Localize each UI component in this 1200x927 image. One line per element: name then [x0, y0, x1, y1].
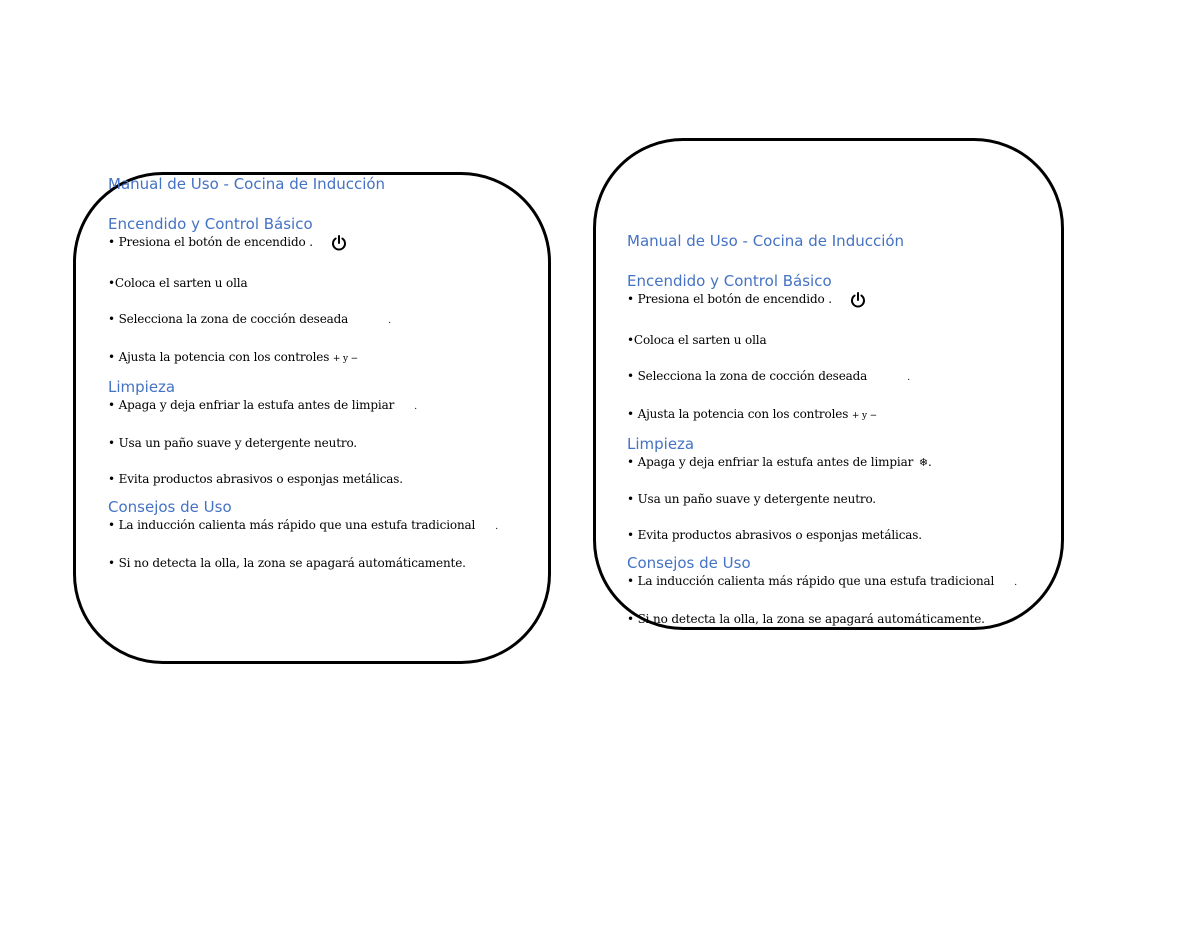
manual-title: Manual de Uso - Cocina de Inducción	[627, 232, 905, 250]
manual-card-left	[108, 174, 498, 591]
list-item: • Apaga y deja enfriar la estufa antes de limpiar .	[108, 398, 417, 412]
trailing-period: .	[927, 455, 932, 469]
controls-symbols: + y −	[332, 354, 359, 364]
list-item: • Selecciona la zona de cocción deseada .	[108, 312, 391, 326]
list-item: •Coloca el sarten u olla	[108, 276, 248, 290]
snowflake-icon: ❄	[918, 456, 928, 469]
trailing-period: .	[388, 316, 391, 326]
controls-symbols: + y −	[851, 411, 878, 421]
section-heading-encendido: Encendido y Control Básico	[108, 215, 313, 233]
trailing-period: .	[414, 402, 417, 412]
list-item: • Si no detecta la olla, la zona se apagará automáticamente.	[627, 612, 985, 626]
section-heading-limpieza: Limpieza	[627, 435, 695, 453]
list-item: • Ajusta la potencia con los controles + y −	[627, 407, 878, 421]
list-item: • Usa un paño suave y detergente neutro.	[627, 492, 876, 506]
trailing-period: .	[495, 522, 498, 532]
list-item: • Usa un paño suave y detergente neutro.	[108, 436, 357, 450]
section-heading-limpieza: Limpieza	[108, 378, 176, 396]
list-item: • La inducción calienta más rápido que una estufa tradicional .	[108, 518, 498, 532]
list-item: • Si no detecta la olla, la zona se apagará automáticamente.	[108, 556, 466, 570]
power-icon	[850, 292, 866, 312]
manual-card-right	[627, 231, 1017, 647]
power-icon	[331, 235, 347, 255]
manual-title: Manual de Uso - Cocina de Inducción	[108, 175, 386, 193]
section-heading-consejos: Consejos de Uso	[108, 498, 232, 516]
trailing-period: .	[907, 373, 910, 383]
list-item: • La inducción calienta más rápido que una estufa tradicional .	[627, 574, 1017, 588]
list-item: • Presiona el botón de encendido .	[627, 291, 1017, 312]
list-item: •Coloca el sarten u olla	[627, 333, 767, 347]
list-item: • Ajusta la potencia con los controles + y −	[108, 350, 359, 364]
list-item: • Apaga y deja enfriar la estufa antes de limpiar ❄.	[627, 455, 932, 469]
list-item: • Presiona el botón de encendido .	[108, 234, 498, 255]
list-item: • Selecciona la zona de cocción deseada .	[627, 369, 910, 383]
section-heading-encendido: Encendido y Control Básico	[627, 272, 832, 290]
section-heading-consejos: Consejos de Uso	[627, 554, 751, 572]
list-item: • Evita productos abrasivos o esponjas metálicas.	[627, 528, 922, 542]
list-item: • Evita productos abrasivos o esponjas metálicas.	[108, 472, 403, 486]
trailing-period: .	[1014, 578, 1017, 588]
